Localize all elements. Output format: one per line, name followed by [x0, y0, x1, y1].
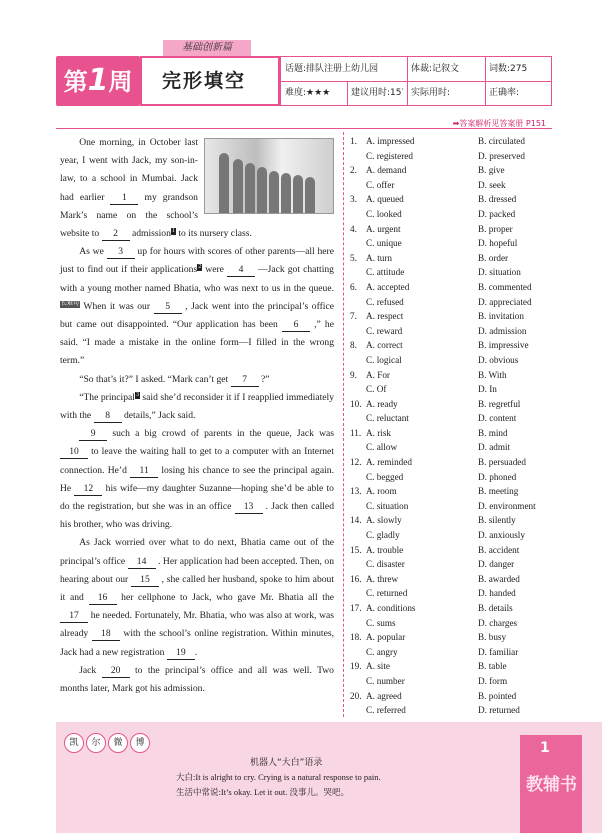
text: to leave the waiting hall to get to a computer with an Internet connection. He’d	[60, 446, 334, 476]
option-b[interactable]: B. accident	[478, 544, 520, 555]
question-number: 8.	[350, 340, 357, 351]
text: . Jack then called his brother, who was driving.	[60, 501, 334, 531]
option-a[interactable]: A. impressed	[366, 136, 415, 146]
question-number: 1.	[350, 136, 357, 146]
question-options	[350, 513, 550, 542]
option-a[interactable]: A. respect	[366, 311, 404, 322]
text: were	[205, 264, 224, 276]
option-b[interactable]: B. impressive	[478, 340, 529, 351]
question-options	[350, 280, 550, 309]
option-d[interactable]: D. handed	[478, 588, 516, 599]
option-b[interactable]: B. pointed	[478, 690, 517, 701]
column-separator	[343, 132, 344, 717]
genre: 体裁:记叙文	[411, 64, 460, 74]
question-number: 3.	[350, 194, 357, 205]
question-options	[350, 134, 550, 163]
question-options	[350, 426, 550, 455]
grid-divider	[347, 81, 348, 105]
long-sentence-marker: 长难句	[61, 300, 80, 307]
section-tab: 基础创新篇	[163, 40, 251, 56]
question-options	[350, 251, 550, 280]
option-a[interactable]: A. room	[366, 486, 397, 497]
option-b[interactable]: B. proper	[478, 223, 513, 234]
option-b[interactable]: B. dressed	[478, 194, 517, 205]
blank[interactable]: 13	[235, 501, 263, 514]
question-number: 14.	[350, 515, 362, 526]
option-a[interactable]: A. reminded	[366, 457, 412, 468]
paragraph-6	[60, 534, 334, 661]
option-c[interactable]: C. referred	[366, 705, 406, 716]
option-c[interactable]: C. refused	[366, 296, 404, 307]
text: ?”	[261, 373, 270, 385]
footer-title: 机器人“大白”语录	[250, 758, 323, 768]
text: details,” Jack said.	[124, 410, 196, 422]
option-c[interactable]: C. disaster	[366, 559, 405, 570]
question-options	[350, 163, 550, 192]
paragraph-2	[60, 243, 334, 370]
question-number: 7.	[350, 311, 357, 322]
option-c[interactable]: C. Of	[366, 384, 387, 395]
blank[interactable]: 14	[128, 556, 156, 569]
question-number: 19.	[350, 661, 362, 672]
text: —Jack got chatting with a young mother named Bhatia, who was next to us in the queue.	[60, 264, 334, 294]
text: , Jack went into the principal’s office but came out disappointed. “Our application has been	[60, 300, 334, 331]
text: to its nursery class.	[178, 228, 252, 240]
blank[interactable]: 5	[154, 301, 182, 314]
grid-divider	[407, 81, 408, 105]
page-number: 1	[540, 740, 550, 756]
text: One morning, in October last year, I went with Jack, my son-in-law, to a school in Mumbai. Jack had earlier	[60, 137, 198, 203]
blank[interactable]: 3	[107, 246, 135, 259]
blank[interactable]: 6	[282, 319, 310, 332]
option-a[interactable]: A. site	[366, 661, 390, 672]
note-marker: 1	[171, 227, 175, 234]
option-b[interactable]: B. give	[478, 165, 505, 176]
question-options	[350, 222, 550, 251]
text: admission	[131, 228, 171, 240]
option-b[interactable]: B. order	[478, 252, 509, 263]
text: “So that’s it?” I asked. “Mark can’t get	[79, 373, 229, 385]
option-a[interactable]: A. trouble	[366, 544, 404, 555]
option-c[interactable]: C. gladly	[366, 530, 400, 541]
question-number: 5.	[350, 252, 357, 263]
blank[interactable]: 9	[79, 428, 107, 441]
grid-divider	[485, 57, 486, 81]
option-c[interactable]: C. registered	[366, 150, 413, 161]
topic: 话题:排队注册上幼儿园	[285, 64, 379, 74]
option-c[interactable]: C. unique	[366, 238, 402, 249]
option-c[interactable]: C. allow	[366, 442, 398, 453]
photo-figure	[219, 153, 229, 213]
option-b[interactable]: B. busy	[478, 632, 507, 643]
option-a[interactable]: A. risk	[366, 427, 392, 438]
paragraph-5	[60, 425, 334, 534]
option-c[interactable]: C. reward	[366, 325, 403, 336]
option-d[interactable]: D. content	[478, 413, 517, 424]
text: When it was our	[83, 300, 151, 312]
option-d[interactable]: D. admit	[478, 442, 511, 453]
grid-divider	[407, 57, 408, 81]
option-a[interactable]: A. agreed	[366, 690, 402, 701]
option-c[interactable]: C. offer	[366, 179, 395, 190]
text: , she called her husband, spoke to him about it and	[60, 573, 335, 604]
option-c[interactable]: C. returned	[366, 588, 408, 599]
option-b[interactable]: B. persuaded	[478, 457, 526, 468]
photo-figure	[269, 171, 279, 213]
question-options	[350, 689, 550, 718]
option-a[interactable]: A. For	[366, 369, 390, 380]
option-c[interactable]: C. attitude	[366, 267, 405, 278]
header-rule	[56, 128, 552, 129]
text: said she’d reconsider it if I reapplied immediately with the	[60, 391, 334, 422]
option-d[interactable]: D. familiar	[478, 646, 519, 657]
question-options	[350, 484, 550, 513]
option-b[interactable]: B. details	[478, 603, 513, 613]
text: . Her application had been accepted. Then, on hearing about our	[60, 555, 334, 585]
question-number: 13.	[350, 486, 362, 497]
option-a[interactable]: A. queued	[366, 194, 404, 205]
option-d[interactable]: D. charges	[478, 617, 518, 628]
blank[interactable]: 7	[231, 374, 259, 387]
suggested-time: 建议用时:15′	[351, 88, 404, 98]
option-a[interactable]: A. correct	[366, 340, 403, 351]
text: As we	[79, 246, 104, 258]
week-number: 1	[87, 63, 109, 98]
question-options	[350, 455, 550, 484]
question-number: 4.	[350, 223, 357, 234]
option-a[interactable]: A. turn	[366, 252, 393, 263]
word-count: 词数:275	[489, 64, 528, 74]
week-prefix: 第	[63, 68, 88, 96]
question-options	[350, 338, 550, 367]
paragraph-1	[60, 134, 334, 243]
passage	[60, 134, 334, 698]
note-marker: 2	[198, 264, 202, 271]
option-d[interactable]: D. danger	[478, 559, 515, 570]
option-c[interactable]: C. looked	[366, 208, 402, 219]
option-a[interactable]: A. threw	[366, 573, 399, 584]
question-number: 18.	[350, 632, 362, 643]
option-d[interactable]: D. obvious	[478, 354, 519, 365]
option-a[interactable]: A. ready	[366, 398, 398, 409]
option-b[interactable]: B. meeting	[478, 486, 519, 497]
text: losing his chance to see the principal again. He	[60, 464, 334, 494]
photo-figure	[245, 163, 255, 213]
option-b[interactable]: B. table	[478, 661, 507, 672]
option-b[interactable]: B. regretful	[478, 398, 521, 409]
accuracy: 正确率:	[489, 88, 520, 98]
question-options	[350, 309, 550, 338]
option-c[interactable]: C. angry	[366, 646, 398, 657]
paragraph-4	[60, 389, 334, 425]
question-number: 2.	[350, 165, 357, 176]
question-number: 12.	[350, 457, 362, 468]
option-d[interactable]: D. situation	[478, 267, 521, 278]
option-a[interactable]: A. accepted	[366, 281, 410, 292]
info-grid	[280, 56, 552, 106]
question-number: 15.	[350, 544, 362, 555]
option-d[interactable]: D. seek	[478, 179, 506, 190]
answer-reference[interactable]: ➡答案解析见答案册 P151	[452, 119, 546, 128]
text: such a big crowd of parents in the queue, Jack was	[112, 428, 334, 440]
question-number: 17.	[350, 603, 362, 613]
option-c[interactable]: C. logical	[366, 354, 402, 365]
photo-figure	[293, 175, 303, 213]
note-marker: 3	[135, 391, 139, 398]
blank[interactable]: 15	[131, 574, 159, 587]
queue-photo	[204, 138, 334, 214]
option-d[interactable]: D. anxiously	[478, 530, 525, 541]
weibo-tab	[64, 733, 154, 755]
blank[interactable]: 20	[102, 665, 130, 678]
blank[interactable]: 2	[102, 228, 130, 241]
option-b[interactable]: B. awarded	[478, 573, 520, 584]
option-d[interactable]: D. packed	[478, 208, 516, 219]
option-d[interactable]: D. environment	[478, 500, 536, 511]
option-d[interactable]: D. In	[478, 384, 497, 395]
option-a[interactable]: A. conditions	[366, 603, 416, 613]
quote-line: 生活中常说:It’s okay. Let it out. 没事儿。哭吧。	[176, 787, 349, 797]
text: Jack	[79, 664, 97, 676]
page-title: 完形填空	[140, 56, 280, 106]
tab-char: 微	[108, 733, 128, 753]
text: my grandson Mark’s name on the school’s website to	[60, 191, 198, 240]
blank[interactable]: 12	[74, 483, 102, 496]
option-d[interactable]: D. preserved	[478, 150, 525, 161]
question-options	[350, 630, 550, 659]
option-b[interactable]: B. With	[478, 369, 507, 380]
text: to the principal’s office and all was well. Two months later, Mark got his admission.	[60, 664, 334, 695]
question-options	[350, 192, 550, 221]
question-options	[350, 543, 550, 572]
option-b[interactable]: B. commented	[478, 281, 532, 292]
option-d[interactable]: D. phoned	[478, 471, 517, 482]
blank[interactable]: 4	[227, 264, 255, 277]
paragraph-3	[60, 371, 334, 389]
text: her cellphone to Jack, who gave Mr. Bhatia all the	[121, 592, 334, 604]
option-b[interactable]: B. invitation	[478, 311, 524, 322]
text: ,” he said. “I made a mistake in the online form—I filled in the wrong term.”	[60, 319, 334, 367]
paragraph-7	[60, 662, 334, 698]
text: up for hours with scores of other parents—all here just to find out if their applications	[60, 246, 334, 276]
tab-char: 尔	[86, 733, 106, 753]
question-number: 16.	[350, 573, 362, 584]
text: .	[194, 646, 198, 658]
option-c[interactable]: C. number	[366, 675, 405, 686]
grid-divider	[485, 81, 486, 105]
option-c[interactable]: C. reluctant	[366, 413, 409, 424]
question-options	[350, 601, 550, 630]
text: he needed. Fortunately, Mr. Bhatia, who was also at work, was already	[60, 610, 334, 640]
week-badge	[56, 56, 140, 106]
actual-time: 实际用时:	[411, 88, 451, 98]
brand-logo: 教辅书	[526, 775, 577, 795]
option-b[interactable]: B. mind	[478, 427, 508, 438]
option-c[interactable]: C. sums	[366, 617, 396, 628]
option-b[interactable]: B. silently	[478, 515, 516, 526]
question-number: 9.	[350, 369, 357, 380]
blank[interactable]: 11	[130, 465, 158, 478]
blank[interactable]: 1	[110, 192, 138, 205]
difficulty: 难度:★★★	[285, 88, 331, 98]
option-c[interactable]: C. begged	[366, 471, 404, 482]
option-c[interactable]: C. situation	[366, 500, 409, 511]
option-d[interactable]: D. admission	[478, 325, 527, 336]
week-suffix: 周	[108, 68, 133, 96]
option-a[interactable]: A. slowly	[366, 515, 402, 526]
question-options	[350, 368, 550, 397]
question-options	[350, 659, 550, 688]
photo-figure	[233, 159, 243, 213]
blank[interactable]: 18	[92, 628, 120, 641]
text: As Jack worried over what to do next, Bhatia came out of the principal’s office	[60, 537, 334, 567]
quote-line: 大白:It is alright to cry. Crying is a natural response to pain.	[176, 772, 381, 782]
photo-figure	[257, 167, 267, 213]
blank[interactable]: 17	[60, 610, 88, 623]
option-a[interactable]: A. popular	[366, 632, 406, 643]
option-b[interactable]: B. circulated	[478, 136, 525, 146]
option-d[interactable]: D. form	[478, 675, 508, 686]
option-a[interactable]: A. demand	[366, 165, 407, 176]
options-list	[350, 134, 550, 718]
blank[interactable]: 10	[60, 446, 88, 459]
text: with the school’s online registration. Within minutes, Jack had a new registration	[60, 628, 334, 658]
blank[interactable]: 16	[89, 592, 117, 605]
question-number: 10.	[350, 398, 362, 409]
photo-figure	[281, 173, 291, 213]
option-a[interactable]: A. urgent	[366, 223, 401, 234]
blank[interactable]: 19	[167, 647, 195, 660]
question-number: 11.	[350, 427, 362, 438]
photo-figure	[305, 177, 315, 213]
blank[interactable]: 8	[94, 410, 122, 423]
text: “The principal	[79, 391, 135, 403]
option-d[interactable]: D. returned	[478, 705, 520, 716]
text: his wife—my daughter Suzanne—hoping she’d be able to do the registration, but she was in an office	[60, 482, 334, 513]
question-number: 6.	[350, 281, 357, 292]
tab-char: 博	[130, 733, 150, 753]
tab-char: 凯	[64, 733, 84, 753]
question-options	[350, 572, 550, 601]
option-d[interactable]: D. appreciated	[478, 296, 532, 307]
option-d[interactable]: D. hopeful	[478, 238, 518, 249]
question-number: 20.	[350, 690, 362, 701]
question-options	[350, 397, 550, 426]
